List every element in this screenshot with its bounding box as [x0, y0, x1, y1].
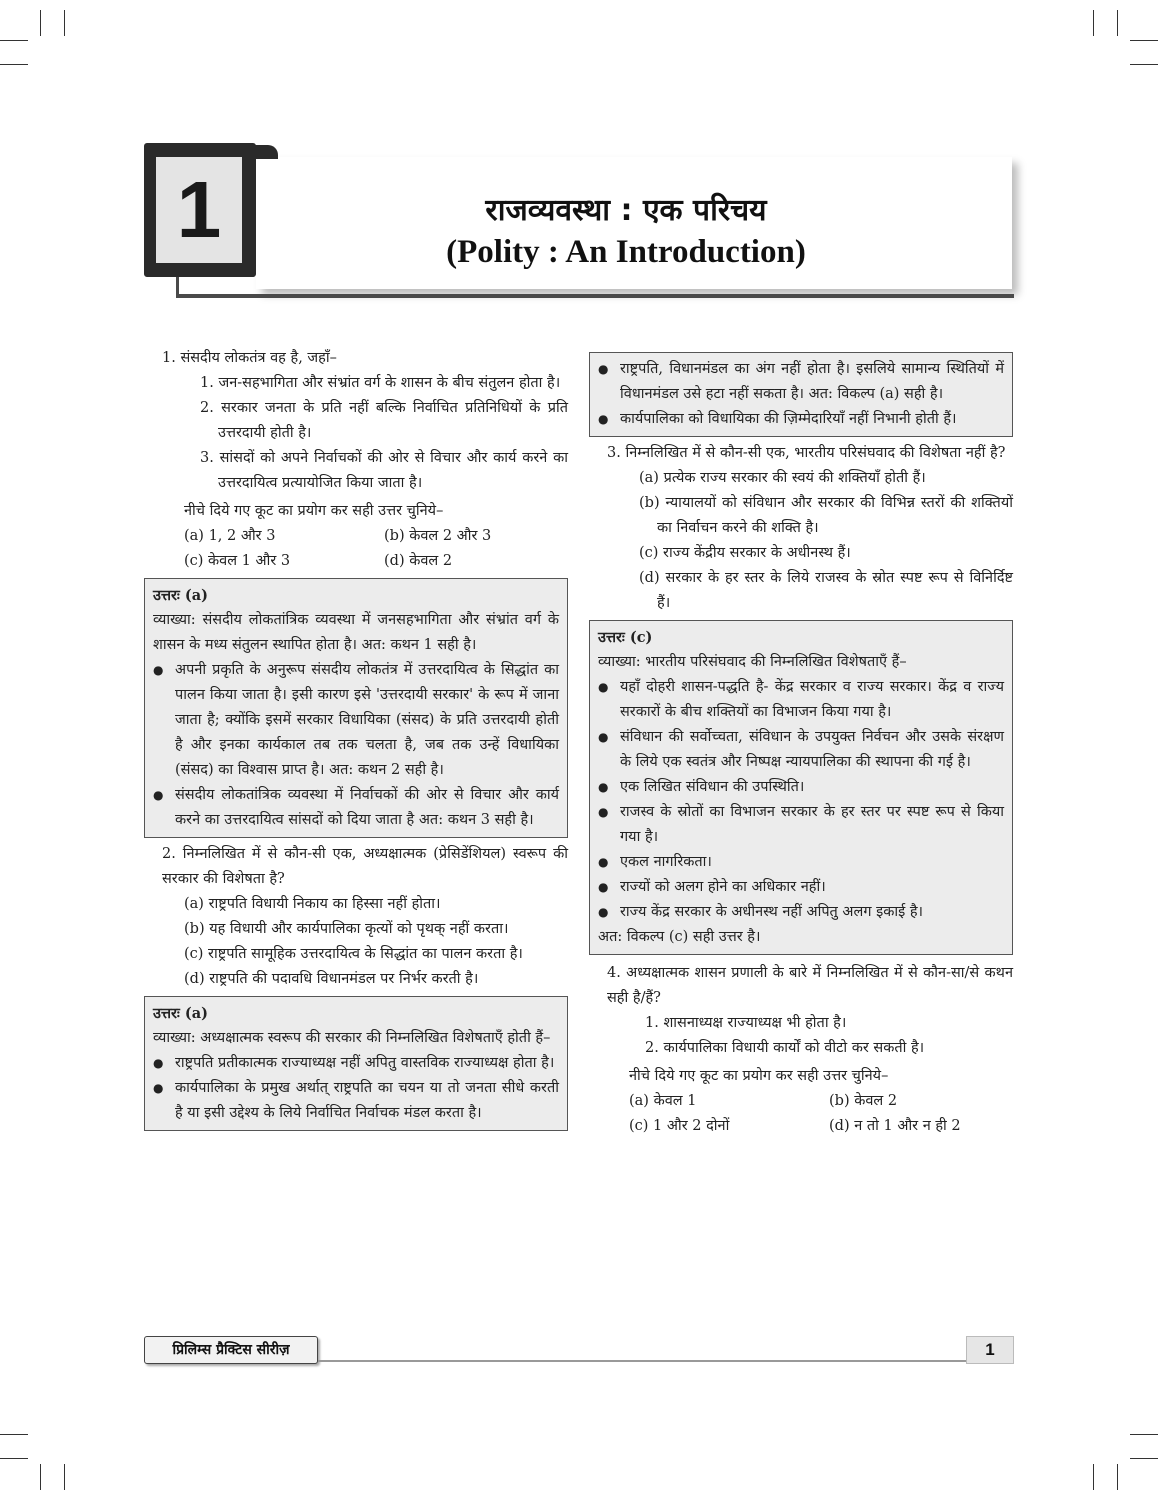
answer-box — [589, 620, 1013, 955]
answer-label: उत्तरः (a) — [153, 1005, 208, 1022]
crop-mark — [0, 1458, 28, 1459]
bullet-item: ● अपनी प्रकृति के अनुरूप संसदीय लोकतंत्र में उत्तरदायित्व के सिद्धांत का पालन किया जाता है। इसी कारण इसे 'उत्तरदायी सरकार' के रूप में जाना जाता है; क्योंकि इसमें सरकार विधायिका (संसद) के प्रति उत्तरदायी होती है और इनका कार्यकाल तब तक चलता है, जब तक उन्हें विधायिका (संसद) का विश्वास प्राप्त है। अत: कथन 2 सही है। — [153, 658, 559, 783]
question-4 — [589, 961, 1013, 1139]
option-d: (d) केवल 2 — [384, 553, 453, 569]
crop-mark — [0, 40, 28, 41]
bullet-item: ● यहाँ दोहरी शासन-पद्धति है- केंद्र सरकार व राज्य सरकार। केंद्र व राज्य सरकारों के बीच शक्तियों का विभाजन किया गया है। — [598, 675, 1004, 725]
options-grid — [607, 1089, 1013, 1139]
option-d: (d) सरकार के हर स्तर के लिये राजस्व के स्रोत स्पष्ट रूप से विनिर्दिष्ट हैं। — [639, 570, 1013, 611]
option-a: (a) प्रत्येक राज्य सरकार की स्वयं की शक्तियाँ होती हैं। — [639, 470, 926, 486]
right-column — [589, 352, 1013, 1139]
left-column — [144, 346, 568, 1131]
bullet-item: ● राज्य केंद्र सरकार के अधीनस्थ नहीं अपितु अलग इकाई है। — [598, 900, 1004, 925]
instruction: नीचे दिये गए कूट का प्रयोग कर सही उत्तर चुनिये– — [629, 1068, 889, 1084]
statement: 2. कार्यपालिका विधायी कार्यों को वीटो कर सकती है। — [645, 1040, 925, 1056]
instruction: नीचे दिये गए कूट का प्रयोग कर सही उत्तर चुनिये– — [184, 503, 444, 519]
answer-label: उत्तरः (c) — [598, 629, 653, 646]
crop-mark — [0, 64, 28, 65]
question-1 — [144, 346, 568, 574]
statement: 1. जन-सहभागिता और संभ्रांत वर्ग के शासन के बीच संतुलन होता है। — [200, 375, 561, 391]
option-d: (d) राष्ट्रपति की पदावधि विधानमंडल पर निर्भर करती है। — [184, 971, 479, 987]
chapter-number-box — [144, 143, 256, 277]
option-d: (d) न तो 1 और न ही 2 — [829, 1118, 961, 1134]
crop-mark — [1130, 64, 1158, 65]
crop-mark — [0, 1434, 28, 1435]
bullet-item: ● एकल नागरिकता। — [598, 850, 1004, 875]
answer-box — [144, 996, 568, 1131]
crop-mark — [1117, 10, 1118, 36]
option-c: (c) राज्य केंद्रीय सरकार के अधीनस्थ हैं। — [639, 545, 851, 561]
bullet-item: ● संविधान की सर्वोच्चता, संविधान के उपयुक्त निर्वचन और उसके संरक्षण के लिये एक स्वतंत्र और निष्पक्ष न्यायपालिका की स्थापना की गई है। — [598, 725, 1004, 775]
explanation: व्याख्या: अध्यक्षात्मक स्वरूप की सरकार की निम्नलिखित विशेषताएँ होती हैं– — [153, 1030, 551, 1046]
bullet-item: ● कार्यपालिका के प्रमुख अर्थात् राष्ट्रपति का चयन या तो जनता सीधे करती है या इसी उद्देश्य के लिये निर्वाचित निर्वाचक मंडल करता है। — [153, 1076, 559, 1126]
footer-rule — [318, 1360, 966, 1362]
question-3 — [589, 441, 1013, 616]
answer-label: उत्तरः (a) — [153, 587, 208, 604]
question-2 — [144, 842, 568, 992]
option-b: (b) न्यायालयों को संविधान और सरकार की विभिन्न स्तरों की शक्तियों का निर्वाचन करने की शक्ति है। — [639, 495, 1013, 536]
page-number: 1 — [966, 1336, 1014, 1364]
crop-mark — [64, 10, 65, 36]
bullet-item: ● राजस्व के स्रोतों का विभाजन सरकार के हर स्तर पर स्पष्ट रूप से किया गया है। — [598, 800, 1004, 850]
option-a: (a) राष्ट्रपति विधायी निकाय का हिस्सा नहीं होता। — [184, 896, 441, 912]
bullet-item: ● राष्ट्रपति प्रतीकात्मक राज्याध्यक्ष नहीं अपितु वास्तविक राज्याध्यक्ष होता है। — [153, 1051, 559, 1076]
title-underline — [176, 294, 1014, 298]
crop-mark — [1130, 1458, 1158, 1459]
chapter-title-hindi: राजव्यवस्था : एक परिचय — [485, 193, 767, 228]
crop-mark — [1093, 1464, 1094, 1490]
question-stem: 4. अध्यक्षात्मक शासन प्रणाली के बारे में निम्नलिखित में से कौन-सा/से कथन सही है/हैं? — [607, 965, 1013, 1006]
crop-mark — [40, 10, 41, 36]
question-stem: 1. संसदीय लोकतंत्र वह है, जहाँ– — [162, 350, 337, 366]
option-b: (b) यह विधायी और कार्यपालिका कृत्यों को पृथक् नहीं करता। — [184, 921, 509, 937]
series-name: प्रिलिम्स प्रैक्टिस सीरीज़ — [144, 1336, 318, 1364]
answer-box — [144, 578, 568, 838]
crop-mark — [40, 1464, 41, 1490]
bullet-item: ● एक लिखित संविधान की उपस्थिति। — [598, 775, 1004, 800]
options-grid — [162, 524, 568, 574]
option-c: (c) राष्ट्रपति सामूहिक उत्तरदायित्व के सिद्धांत का पालन करता है। — [184, 946, 523, 962]
crop-mark — [1117, 1464, 1118, 1490]
option-c: (c) केवल 1 और 3 — [184, 553, 291, 569]
answer-box-continued — [589, 352, 1013, 437]
option-a: (a) केवल 1 — [629, 1093, 697, 1109]
question-stem: 2. निम्नलिखित में से कौन-सी एक, अध्यक्षात्मक (प्रेसिडेंशियल) स्वरूप की सरकार की विशेषता है? — [162, 846, 568, 887]
option-c: (c) 1 और 2 दोनों — [629, 1118, 730, 1134]
crop-mark — [1093, 10, 1094, 36]
statement: 2. सरकार जनता के प्रति नहीं बल्कि निर्वाचित प्रतिनिधियों के प्रति उत्तरदायी होती है। — [200, 400, 568, 441]
bullet-item: ● राष्ट्रपति, विधानमंडल का अंग नहीं होता है। इसलिये सामान्य स्थितियों में विधानमंडल उसे हटा नहीं सकता है। अत: विकल्प (a) सही है। — [598, 357, 1004, 407]
conclusion: अत: विकल्प (c) सही उत्तर है। — [598, 929, 761, 945]
question-stem: 3. निम्नलिखित में से कौन-सी एक, भारतीय परिसंघवाद की विशेषता नहीं है? — [607, 445, 1006, 461]
option-a: (a) 1, 2 और 3 — [184, 528, 276, 544]
explanation: व्याख्या: संसदीय लोकतांत्रिक व्यवस्था में जनसहभागिता और संभ्रांत वर्ग के शासन के मध्य संतुलन स्थापित होता है। अत: कथन 1 सही है। — [153, 612, 559, 653]
crop-mark — [1130, 1434, 1158, 1435]
option-b: (b) केवल 2 और 3 — [384, 528, 492, 544]
chapter-number: 1 — [156, 157, 242, 263]
crop-mark — [1130, 40, 1158, 41]
statement: 3. सांसदों को अपने निर्वाचकों की ओर से विचार और कार्य करने का उत्तरदायित्व प्रत्यायोजित किया जाता है। — [200, 450, 568, 491]
statement: 1. शासनाध्यक्ष राज्याध्यक्ष भी होता है। — [645, 1015, 847, 1031]
bullet-item: ● कार्यपालिका को विधायिका की ज़िम्मेदारियाँ नहीं निभानी होती हैं। — [598, 407, 1004, 432]
explanation: व्याख्या: भारतीय परिसंघवाद की निम्नलिखित विशेषताएँ हैं– — [598, 654, 907, 670]
crop-mark — [64, 1464, 65, 1490]
bullet-item: ● राज्यों को अलग होने का अधिकार नहीं। — [598, 875, 1004, 900]
chapter-title-english: (Polity : An Introduction) — [446, 234, 806, 270]
option-b: (b) केवल 2 — [829, 1093, 898, 1109]
bullet-item: ● संसदीय लोकतांत्रिक व्यवस्था में निर्वाचकों की ओर से विचार और कार्य करने का उत्तरदायित्व सांसदों को दिया जाता है अत: कथन 3 सही है। — [153, 783, 559, 833]
